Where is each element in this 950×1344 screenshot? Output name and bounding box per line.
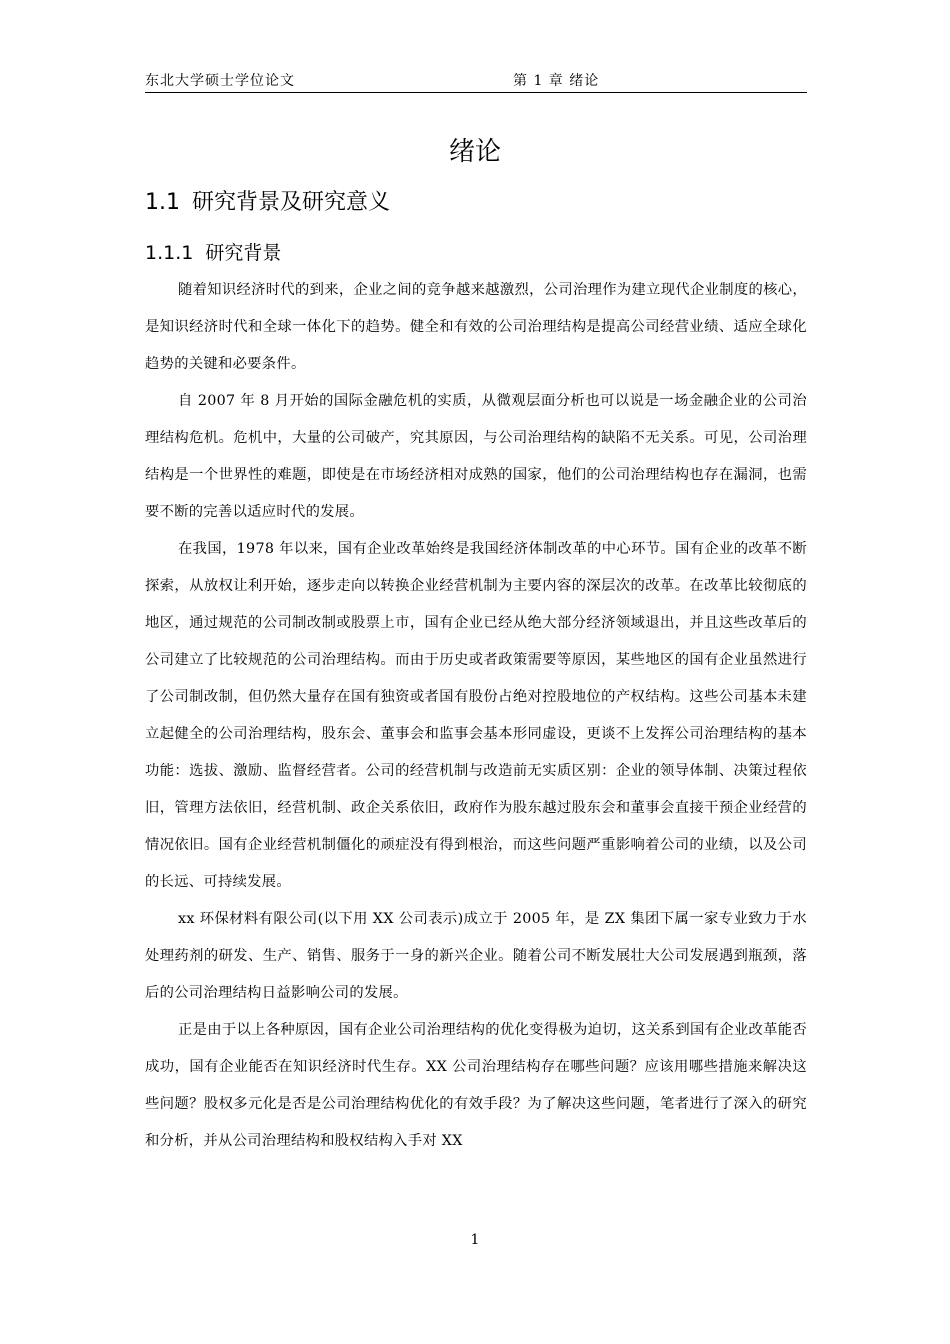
section-heading bbox=[145, 185, 390, 221]
section-title: 研究背景及研究意义 bbox=[192, 190, 391, 215]
subsection-title: 研究背景 bbox=[205, 242, 282, 264]
subsection-heading bbox=[145, 237, 281, 269]
body-text bbox=[145, 272, 807, 1160]
paragraph: 随着知识经济时代的到来，企业之间的竞争越来越激烈，公司治理作为建立现代企业制度的核心，是知识经济时代和全球一体化下的趋势。健全和有效的公司治理结构是提高公司经营业绩、适应全球化趋势的关键和必要条件。 bbox=[145, 282, 807, 372]
header-thesis-title: 东北大学硕士学位论文 bbox=[145, 73, 295, 89]
paragraph: 在我国，1978 年以来，国有企业改革始终是我国经济体制改革的中心环节。国有企业的改革不断探索，从放权让利开始，逐步走向以转换企业经营机制为主要内容的深层次的改革。在改革比较彻底的地区，通过规范的公司制改制或股票上市，国有企业已经从绝大部分经济领域退出，并且这些改革后的公司建立了比较规范的公司治理结构。而由于历史或者政策需要等原因，某些地区的国有企业虽然进行了公司制改制，但仍然大量存在国有独资或者国有股份占绝对控股地位的产权结构。这些公司基本未建立起健全的公司治理结构，股东会、董事会和监事会基本形同虚设，更谈不上发挥公司治理结构的基本功能：选拔、激励、监督经营者。公司的经营机制与改造前无实质区别：企业的领导体制、决策过程依旧，管理方法依旧，经营机制、政企关系依旧，政府作为股东越过股东会和董事会直接干预企业经营的情况依旧。国有企业经营机制僵化的顽症没有得到根治，而这些问题严重影响着公司的业绩，以及公司的长远、可持续发展。 bbox=[145, 541, 807, 890]
page-number: 1 bbox=[470, 1232, 480, 1248]
paragraph: 正是由于以上各种原因，国有企业公司治理结构的优化变得极为迫切，这关系到国有企业改革能否成功，国有企业能否在知识经济时代生存。XX 公司治理结构存在哪些问题？应该用哪些措施来解决这些问题？股权多元化是否是公司治理结构优化的有效手段？为了解决这些问题，笔者进行了深入的研究和分析，并从公司治理结构和股权结构入手对 XX bbox=[145, 1022, 807, 1149]
chapter-title: 绪论 bbox=[448, 137, 501, 167]
paragraph: xx 环保材料有限公司(以下用 XX 公司表示)成立于 2005 年，是 ZX 集团下属一家专业致力于水处理药剂的研发、生产、销售、服务于一身的新兴企业。随着公司不断发展壮大公司发展遇到瓶颈，落后的公司治理结构日益影响公司的发展。 bbox=[145, 911, 807, 1001]
running-header bbox=[145, 68, 807, 90]
section-number: 1.1 bbox=[145, 190, 180, 215]
subsection-number: 1.1.1 bbox=[145, 242, 194, 264]
header-chapter: 第 1 章 绪论 bbox=[513, 73, 600, 89]
header-rule bbox=[145, 92, 807, 93]
paragraph: 自 2007 年 8 月开始的国际金融危机的实质，从微观层面分析也可以说是一场金融企业的公司治理结构危机。危机中，大量的公司破产，究其原因，与公司治理结构的缺陷不无关系。可见，公司治理结构是一个世界性的难题，即使是在市场经济相对成熟的国家，他们的公司治理结构也存在漏洞，也需要不断的完善以适应时代的发展。 bbox=[145, 393, 807, 520]
